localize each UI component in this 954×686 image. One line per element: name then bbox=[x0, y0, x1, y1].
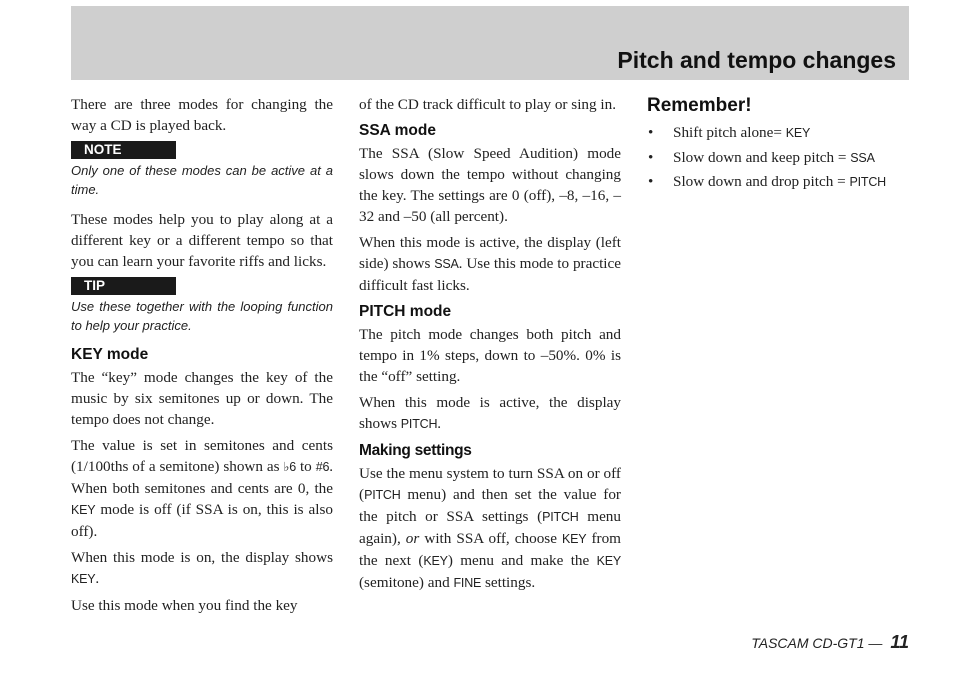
pitch-code: PITCH bbox=[400, 417, 438, 431]
ssa-code: SSA bbox=[434, 257, 459, 271]
pitch-menu-code-1: PITCH bbox=[364, 488, 401, 502]
header-bar bbox=[71, 6, 909, 80]
key-p2-text-d: mode is off (if SSA is on, this is also off). bbox=[71, 501, 333, 540]
making-text-f: ) menu and make the bbox=[447, 552, 597, 569]
pitch-p2-text-a: When this mode is active, the display shows bbox=[359, 394, 621, 432]
ssa-p2-text-a: When this mode is active, the display (left side) shows bbox=[359, 234, 621, 272]
tip-text: Use these together with the looping function to help your practice. bbox=[71, 299, 333, 333]
list-item bbox=[647, 121, 909, 146]
key-menu-code-3: KEY bbox=[596, 554, 622, 568]
tip-label: TIP bbox=[71, 277, 176, 295]
note-text: Only one of these modes can be active at a time. bbox=[71, 163, 333, 197]
page-number: 11 bbox=[890, 632, 909, 652]
ssa-mode-paragraph-2 bbox=[359, 232, 621, 296]
key-mode-paragraph-1: The “key” mode changes the key of the music by six semitones up or down. The tempo does not change. bbox=[71, 369, 333, 428]
making-text-g: (semitone) and bbox=[359, 574, 454, 591]
remember-list bbox=[647, 121, 909, 195]
key-menu-code-2: KEY bbox=[423, 554, 448, 568]
continued-paragraph: of the CD track difficult to play or sing in. bbox=[359, 96, 617, 113]
key-p2-text-c: . When both semitones and cents are 0, the bbox=[71, 458, 334, 497]
fine-code: FINE bbox=[453, 576, 482, 590]
ssa-p2-text-b: . Use this mode to practice difficult fast licks. bbox=[359, 255, 622, 294]
remember-heading: Remember! bbox=[647, 95, 752, 116]
list-item-text: Slow down and keep pitch = bbox=[673, 148, 851, 166]
pitch-menu-code-2: PITCH bbox=[542, 510, 579, 524]
note-label: NOTE bbox=[71, 141, 176, 159]
key-p2-text-a: The value is set in semitones and cents (1/100ths of a semitone) shown as bbox=[71, 437, 333, 475]
sharp-six: #6 bbox=[315, 460, 330, 474]
modes-paragraph: These modes help you to play along at a different key or a different tempo so that you can learn your favorite riffs and licks. bbox=[71, 211, 333, 270]
key-p2-text-b: to bbox=[296, 458, 316, 475]
making-or: or bbox=[405, 530, 420, 547]
column-left bbox=[71, 94, 333, 621]
key-menu-code-1: KEY bbox=[562, 532, 587, 546]
footer-product: TASCAM CD-GT1 bbox=[751, 635, 865, 651]
making-text-a: Use the menu system to turn SSA on or off ( bbox=[359, 465, 621, 503]
pitch-p2-text-b: . bbox=[437, 415, 442, 432]
list-item-text: Shift pitch alone= bbox=[673, 124, 786, 141]
pitch-mode-heading: PITCH mode bbox=[359, 303, 452, 320]
list-item-text: Slow down and drop pitch = bbox=[673, 173, 850, 190]
key-code: KEY bbox=[71, 503, 96, 517]
list-item-code: KEY bbox=[785, 126, 811, 140]
column-right bbox=[647, 94, 909, 195]
making-settings-paragraph bbox=[359, 463, 621, 594]
making-text-h: settings. bbox=[481, 574, 536, 591]
list-item-code: PITCH bbox=[849, 175, 886, 189]
pitch-mode-paragraph-2 bbox=[359, 392, 621, 435]
making-text-c: menu again), bbox=[359, 508, 621, 547]
page-footer bbox=[751, 630, 909, 655]
making-text-d: with SSA off, choose bbox=[419, 530, 562, 547]
key-mode-paragraph-2 bbox=[71, 435, 333, 542]
pitch-mode-paragraph-1: The pitch mode changes both pitch and tempo in 1% steps, down to –50%. 0% is the “off” setting. bbox=[359, 326, 621, 385]
key-mode-paragraph-4: Use this mode when you find the key bbox=[71, 597, 298, 614]
page-title: Pitch and tempo changes bbox=[617, 47, 896, 73]
making-text-e: from the next ( bbox=[359, 530, 621, 569]
column-middle bbox=[359, 94, 621, 599]
key-p3-text-b: . bbox=[95, 570, 100, 587]
footer-dash: — bbox=[864, 635, 887, 651]
intro-paragraph: There are three modes for changing the way a CD is played back. bbox=[71, 96, 333, 134]
list-item bbox=[647, 170, 909, 195]
making-settings-heading: Making settings bbox=[359, 442, 472, 459]
list-item bbox=[647, 146, 909, 171]
key-p3-text-a: When this mode is on, the display shows bbox=[71, 549, 333, 566]
ssa-mode-paragraph-1: The SSA (Slow Speed Audition) mode slows down the tempo without changing the key. The settings are 0 (off), –8, –16, –32 and –50 (all percent). bbox=[359, 145, 621, 225]
key-display-code: KEY bbox=[71, 572, 96, 586]
key-mode-heading: KEY mode bbox=[71, 346, 149, 363]
flat-six: ♭6 bbox=[283, 460, 297, 474]
ssa-mode-heading: SSA mode bbox=[359, 122, 436, 139]
making-text-b: menu) and then set the value for the pitch or SSA settings ( bbox=[359, 486, 621, 525]
list-item-code: SSA bbox=[850, 150, 875, 165]
key-mode-paragraph-3 bbox=[71, 547, 333, 590]
